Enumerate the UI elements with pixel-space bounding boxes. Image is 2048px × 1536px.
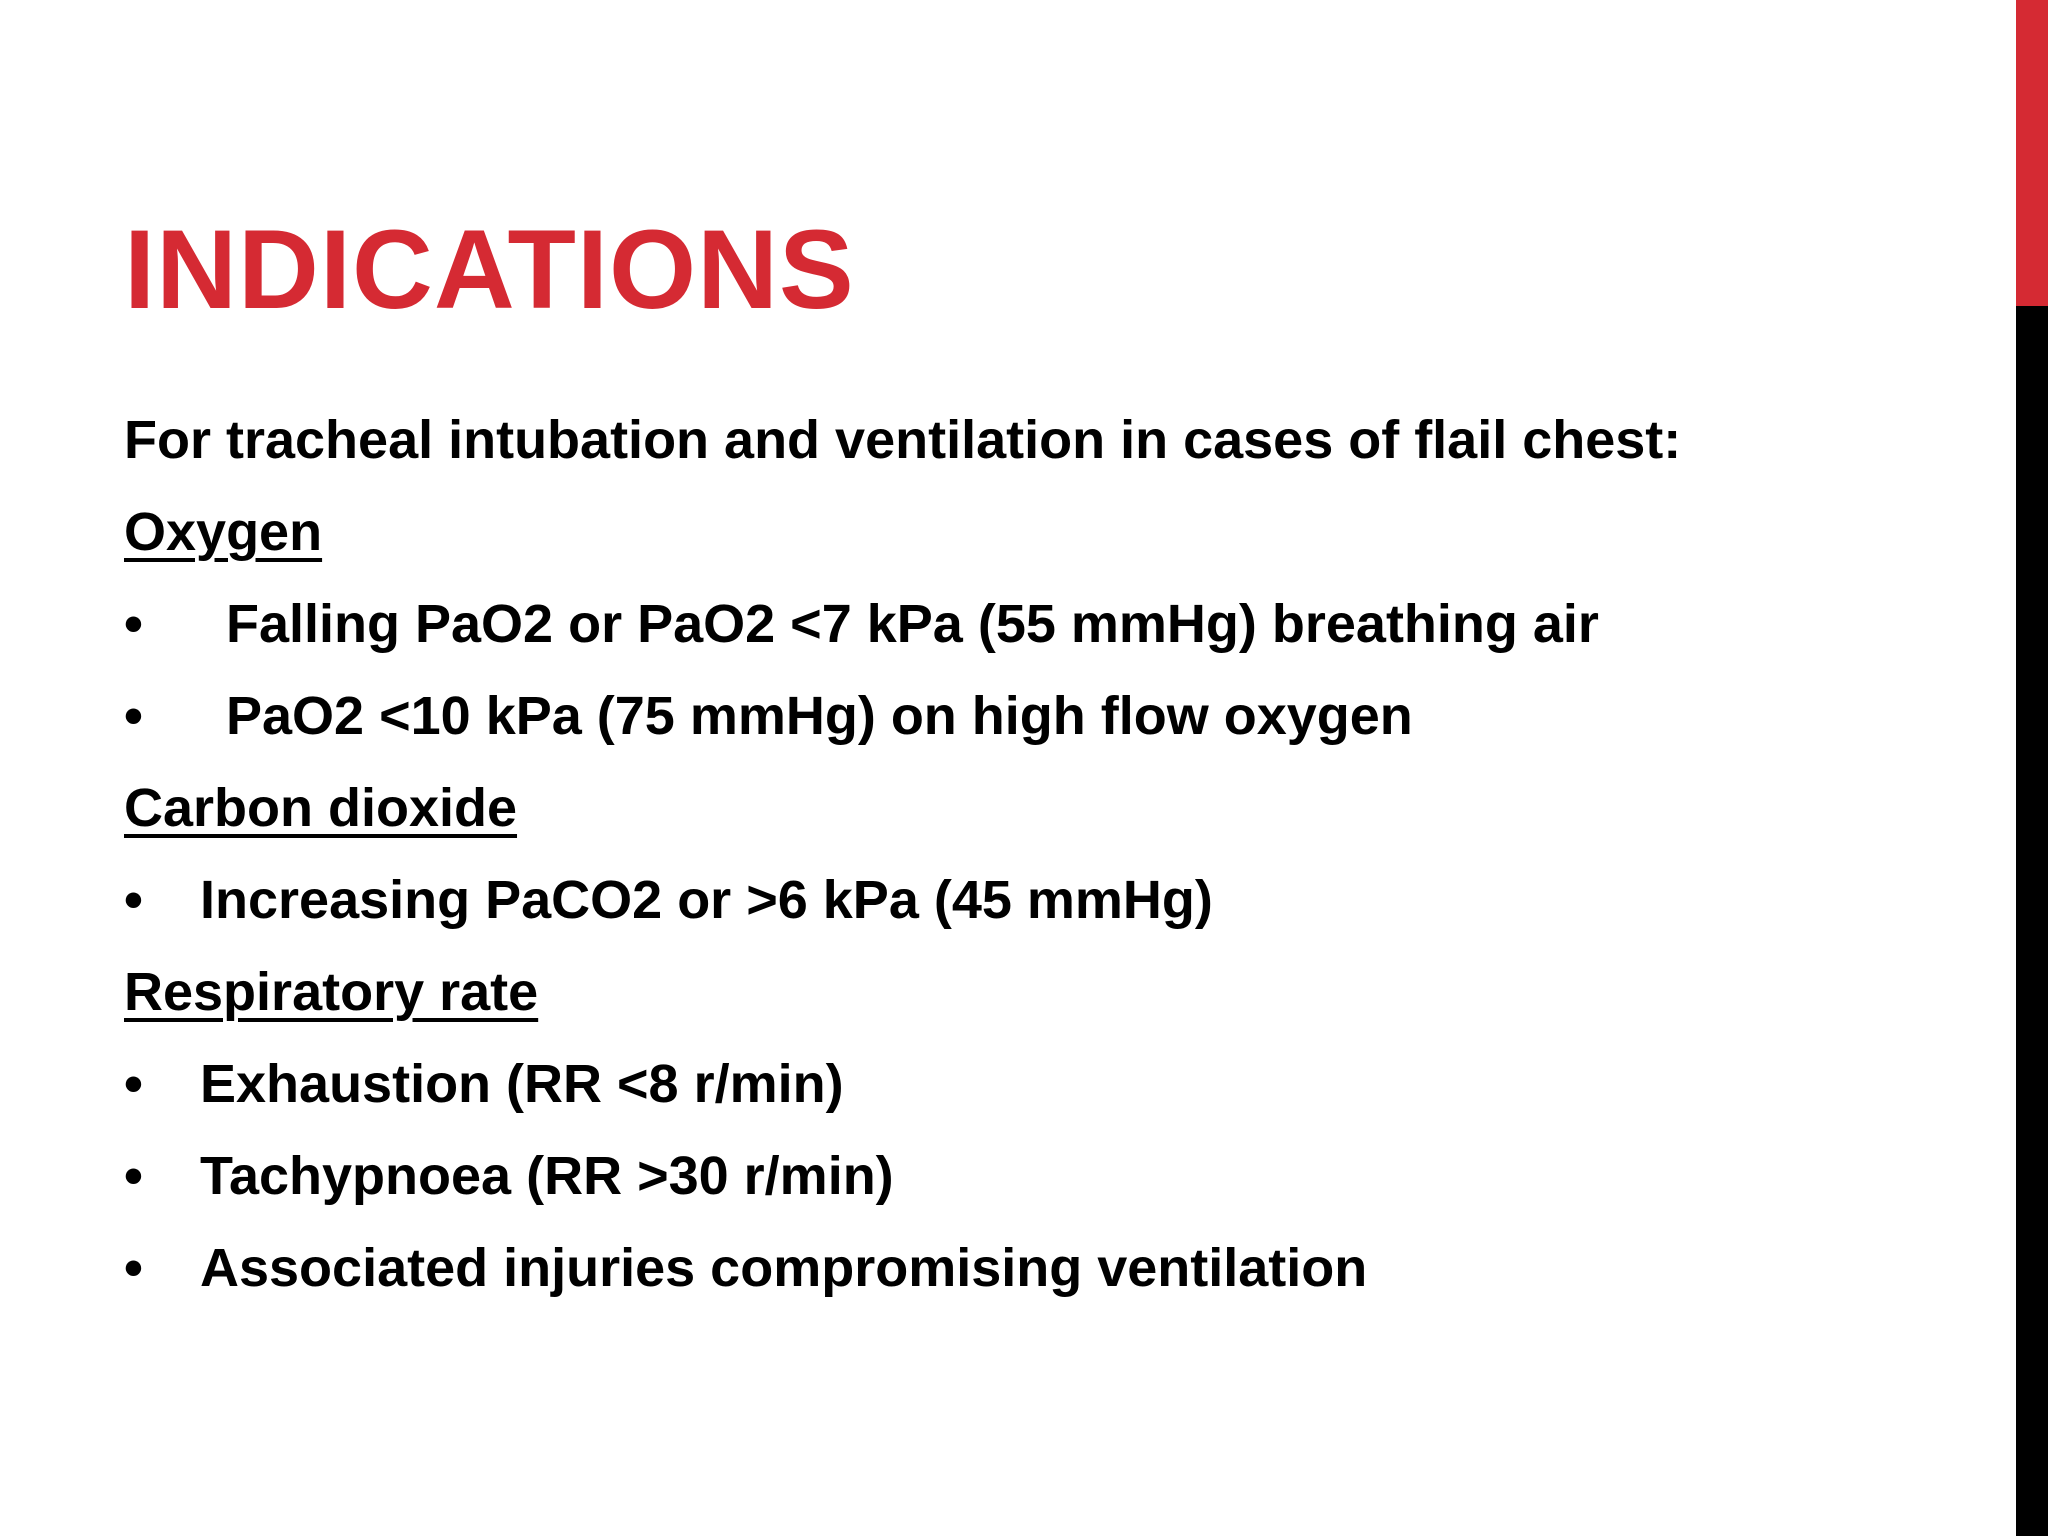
list-item-text: Increasing PaCO2 or >6 kPa (45 mmHg) bbox=[200, 870, 1213, 930]
section-heading-oxygen bbox=[124, 486, 1984, 578]
intro-text: For tracheal intubation and ventilation in cases of flail chest: bbox=[124, 410, 1682, 470]
list-item bbox=[124, 1130, 1984, 1222]
section-heading-label: Oxygen bbox=[124, 502, 323, 562]
list-item bbox=[124, 1038, 1984, 1130]
list-item bbox=[124, 854, 1984, 946]
list-item-text: Associated injuries compromising ventilation bbox=[200, 1238, 1368, 1298]
list-item bbox=[124, 578, 1984, 670]
slide-title: INDICATIONS bbox=[124, 207, 855, 332]
list-item-text: Falling PaO2 or PaO2 <7 kPa (55 mmHg) breathing air bbox=[226, 594, 1599, 654]
bullet-icon: • bbox=[124, 1054, 143, 1114]
section-heading-label: Respiratory rate bbox=[124, 962, 539, 1022]
section-heading-label: Carbon dioxide bbox=[124, 778, 518, 838]
list-item-text: Tachypnoea (RR >30 r/min) bbox=[200, 1146, 894, 1206]
bullet-icon: • bbox=[124, 870, 143, 930]
list-item-text: Exhaustion (RR <8 r/min) bbox=[200, 1054, 844, 1114]
slide-body bbox=[124, 394, 1984, 1314]
section-heading-respiratory-rate bbox=[124, 946, 1984, 1038]
bullet-icon: • bbox=[124, 594, 143, 654]
list-item bbox=[124, 1222, 1984, 1314]
bullet-icon: • bbox=[124, 686, 143, 746]
side-bar-red-segment bbox=[2016, 0, 2048, 306]
side-bar-black-segment bbox=[2016, 306, 2048, 1536]
section-heading-carbon-dioxide bbox=[124, 762, 1984, 854]
bullet-icon: • bbox=[124, 1238, 143, 1298]
list-item-text: PaO2 <10 kPa (75 mmHg) on high flow oxygen bbox=[226, 686, 1413, 746]
bullet-icon: • bbox=[124, 1146, 143, 1206]
list-item bbox=[124, 670, 1984, 762]
side-accent-bar bbox=[2016, 0, 2048, 1536]
